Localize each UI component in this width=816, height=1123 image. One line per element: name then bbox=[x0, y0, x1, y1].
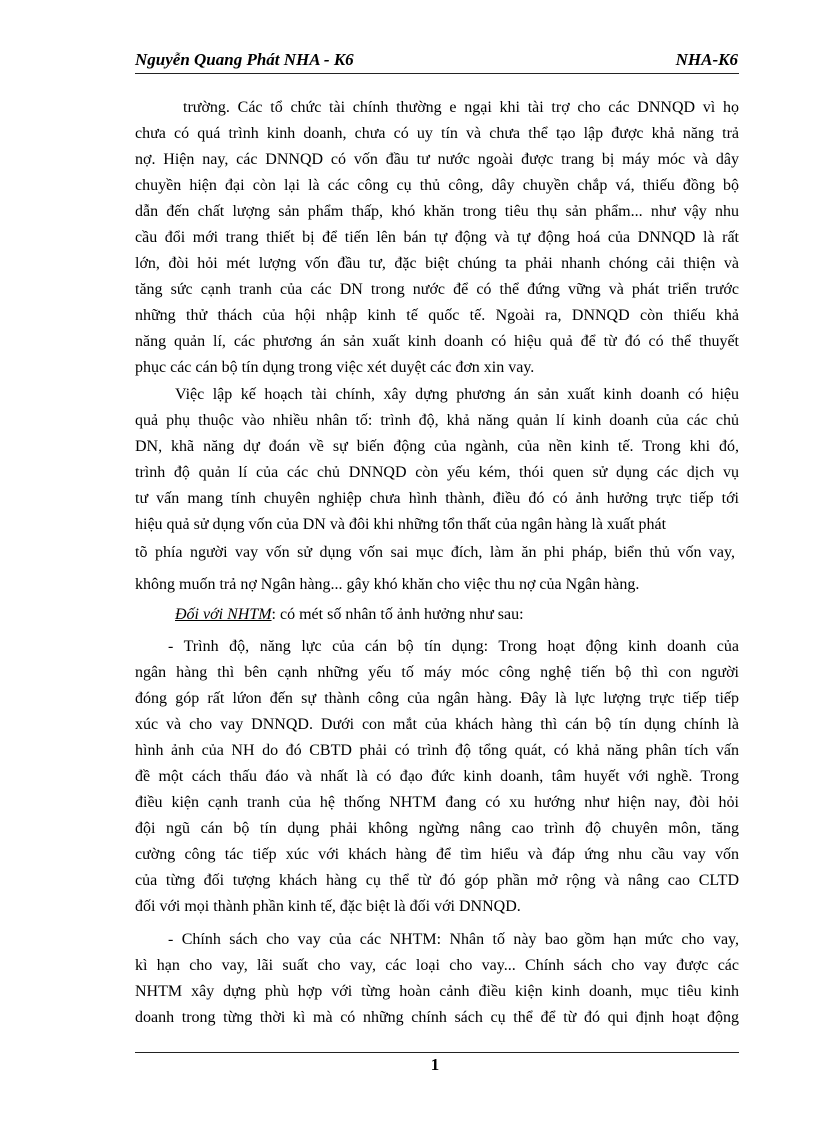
text-line: kì hạn cho vay, lãi suất cho vay, các loại cho vay... Chính sách cho vay được các bbox=[135, 957, 739, 974]
text-line: những thử thách của hội nhập kinh tế quốc tế. Ngoài ra, DNNQD còn thiếu khả bbox=[135, 307, 739, 324]
text-line: đối với mọi thành phần kinh tế, đặc biệt là đối với DNNQD. bbox=[135, 898, 521, 915]
text-line: chuyền hiện đại còn lại là các công cụ thủ công, dây chuyền chắp vá, thiếu đồng bộ bbox=[135, 177, 739, 194]
text-line: đóng góp rất lứon đến sự thành công của ngân hàng. Đây là lực lượng trực tiếp tiếp bbox=[135, 690, 739, 707]
text-line: phục các cán bộ tín dụng trong việc xét duyệt các đơn xin vay. bbox=[135, 359, 535, 376]
text-line: tõ phía người vay vốn sử dụng vốn sai mục đích, làm ăn phi pháp, biển thủ vốn vay, bbox=[135, 544, 735, 561]
subheading-rest: : có mét số nhân tố ảnh hưởng như sau: bbox=[271, 606, 524, 623]
text-line: NHTM xây dựng phù hợp với từng hoàn cảnh điều kiện kinh doanh, mục tiêu kinh bbox=[135, 983, 739, 1000]
subheading bbox=[175, 604, 739, 626]
text-line: chưa có quá trình kinh doanh, chưa có uy tín và chưa thể tạo lập được khả năng trả bbox=[135, 125, 739, 142]
subheading-label: Đối với NHTM bbox=[175, 606, 272, 623]
text-line: trình độ quản lí của các chủ DNNQD còn yếu kém, thói quen sử dụng các dịch vụ bbox=[135, 464, 739, 481]
text-line: không muốn trả nợ Ngân hàng... gây khó khăn cho việc thu nợ của Ngân hàng. bbox=[135, 576, 640, 593]
text-line: nợ. Hiện nay, các DNNQD có vốn đầu tư nước ngoài được trang bị máy móc và dây bbox=[135, 151, 739, 168]
text-line: cường công tác tiếp xúc với khách hàng để tìm hiểu và đáp ứng nhu cầu vay vốn bbox=[135, 846, 739, 863]
text-line: DN, khã năng dự đoán về sự biến động của ngành, của nền kinh tế. Trong khi đó, bbox=[135, 438, 739, 455]
text-line: quả phụ thuộc vào nhiều nhân tố: trình độ, khả năng quản lí kinh doanh của các chủ bbox=[135, 412, 739, 429]
text-line: Việc lập kế hoạch tài chính, xây dựng phương án sản xuất kinh doanh có hiệu bbox=[175, 386, 739, 403]
text-line: ngân hàng thì bên cạnh những yếu tố máy móc công nghệ tiến bộ thì con người bbox=[135, 664, 739, 681]
text-line: trường. Các tổ chức tài chính thường e ngại khi tài trợ cho các DNNQD vì họ bbox=[183, 99, 739, 116]
text-line: đề một cách thấu đáo và nhất là có đạo đức kinh doanh, tâm huyết với nghề. Trong bbox=[135, 768, 739, 785]
text-line: lớn, đòi hỏi mét lượng vốn đầu tư, đặc biệt chúng ta phải nhanh chóng cải thiện và bbox=[135, 255, 739, 272]
text-line: năng quản lí, các phương án sản xuất kinh doanh có hiệu quả để từ đó có thể thuyết bbox=[135, 333, 739, 350]
text-line: doanh trong từng thời kì mà có những chính sách cụ thể để từ đó qui định hoạt động bbox=[135, 1009, 739, 1026]
text-line: tăng sức cạnh tranh của các DN trong nước để có thể đứng vững và phát triển trước bbox=[135, 281, 739, 298]
header-class: NHA-K6 bbox=[675, 50, 738, 69]
text-line: - Trình độ, năng lực của cán bộ tín dụng: Trong hoạt động kinh doanh của bbox=[168, 638, 739, 655]
header-rule bbox=[135, 73, 739, 74]
text-line: dẫn đến chất lượng sản phẩm thấp, khó khăn trong tiêu thụ sản phẩm... như vậy nhu bbox=[135, 203, 739, 220]
text-line: của từng đối tượng khách hàng cụ thể từ đó góp phần mở rộng và nâng cao CLTD bbox=[135, 872, 739, 889]
text-line: tư vấn mang tính chuyên nghiệp chưa hình thành, điều đó có ảnh hưởng trực tiếp tới bbox=[135, 490, 739, 507]
text-line: cầu đổi mới trang thiết bị để tiến lên bán tự động và tự động hoá của DNNQD là rất bbox=[135, 229, 739, 246]
text-line: hiệu quả sử dụng vốn của DN và đôi khi những tổn thất của ngân hàng là xuất phát bbox=[135, 516, 667, 533]
text-line: - Chính sách cho vay của các NHTM: Nhân tố này bao gồm hạn mức cho vay, bbox=[168, 931, 739, 948]
text-line: đội ngũ cán bộ tín dụng phải không ngừng nâng cao trình độ chuyên môn, tăng bbox=[135, 820, 739, 837]
footer-rule bbox=[135, 1052, 739, 1053]
page-number: 1 bbox=[430, 1055, 440, 1074]
text-line: xúc và cho vay DNNQD. Dưới con mắt của khách hàng thì cán bộ tín dụng chính là bbox=[135, 716, 739, 733]
header-author: Nguyễn Quang Phát NHA - K6 bbox=[135, 50, 354, 69]
text-line: điều kiện cạnh tranh của hệ thống NHTM đang có xu hướng như hiện nay, đòi hỏi bbox=[135, 794, 739, 811]
text-line: hình ảnh của NH do đó CBTD phải có trình độ tổng quát, có khả năng phân tích vấn bbox=[135, 742, 739, 759]
